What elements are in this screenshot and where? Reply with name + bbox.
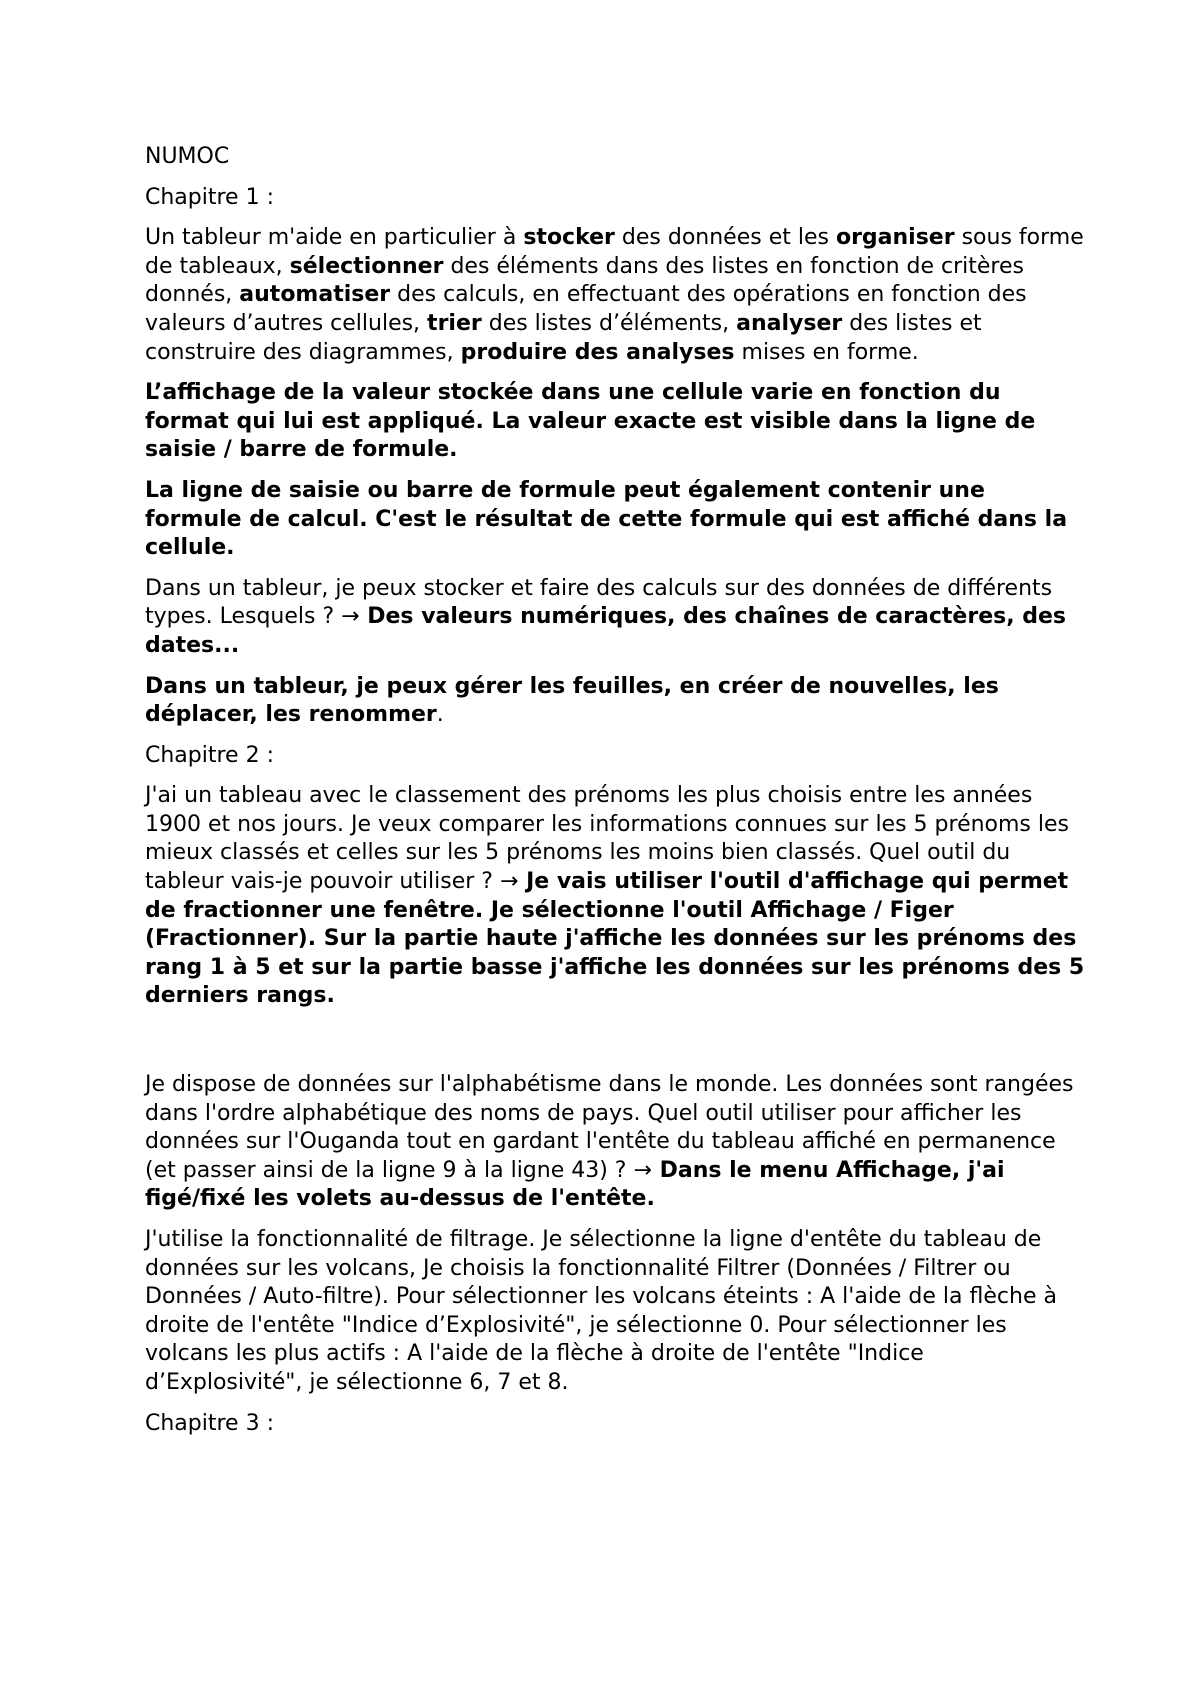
bold-text-segment: organiser xyxy=(835,225,955,251)
text-segment: Chapitre 2 : xyxy=(145,742,274,768)
arrow-icon: → xyxy=(499,869,519,895)
text-segment: Dans un tableur, je peux stocker et faire des calculs sur des données de différents types. Lesquels ? xyxy=(145,575,1060,630)
text-segment: Chapitre 1 : xyxy=(145,184,274,210)
text-segment: sous forme de tableaux, xyxy=(145,225,1091,279)
paragraph xyxy=(145,184,1085,213)
text-segment: mises en forme. xyxy=(734,339,919,365)
text-segment: des données et les xyxy=(614,225,836,251)
paragraph xyxy=(145,224,1091,367)
bold-text-segment: stocker xyxy=(523,225,615,251)
bold-text-segment: Dans le menu Affichage, j'ai figé/fixé les volets au-dessus de l'entête. xyxy=(145,1157,1013,1212)
bold-text-segment: sélectionner xyxy=(289,253,444,279)
paragraph xyxy=(145,1071,1085,1214)
paragraph xyxy=(145,379,1085,465)
bold-text-segment: automatiser xyxy=(239,282,391,308)
document-page xyxy=(145,143,1092,1450)
paragraph xyxy=(145,1410,1085,1439)
text-segment: J'ai un tableau avec le classement des prénoms les plus choisis entre les années 1900 et nos jours. Je veux comparer les informations connues sur les 5 prénoms les mieux classés et celles sur les 5 prénoms les moins bien classés. Quel outil du tableur vais-je pouvoir utiliser ? xyxy=(145,783,1076,895)
paragraph xyxy=(145,477,1085,563)
bold-text-segment: Je vais utiliser l'outil d'affichage qui permet de fractionner une fenêtre. Je sélectionne l'outil Affichage / Figer (Fractionner). Sur la partie haute j'affiche les données sur les prénoms des rang 1 à 5 et sur la partie basse j'affiche les données sur les prénoms des 5 derniers rangs. xyxy=(145,869,1092,1009)
text-segment: des éléments dans des listes en fonction de critères donnés, xyxy=(145,253,1031,308)
text-segment: des listes d’éléments, xyxy=(481,310,737,336)
paragraph xyxy=(145,673,1085,730)
paragraph xyxy=(145,1226,1085,1398)
text-segment: des calculs, en effectuant des opérations en fonction des valeurs d’autres cellules, xyxy=(145,282,1034,336)
paragraph xyxy=(145,575,1085,661)
text-segment: des listes et construire des diagrammes, xyxy=(145,310,989,365)
paragraph xyxy=(145,782,1092,1011)
paragraph xyxy=(145,742,1085,771)
bold-text-segment: produire des analyses xyxy=(460,339,735,365)
text-segment: . xyxy=(436,702,444,728)
bold-text-segment: trier xyxy=(427,310,482,336)
bold-text-segment: L’affichage de la valeur stockée dans une cellule varie en fonction du format qui lui est appliqué. La valeur exacte est visible dans la ligne de saisie / barre de formule. xyxy=(145,380,1043,463)
bold-text-segment: Dans un tableur, je peux gérer les feuilles, en créer de nouvelles, les déplacer, les renommer xyxy=(145,673,1007,728)
text-segment: NUMOC xyxy=(145,144,230,169)
text-segment: Chapitre 3 : xyxy=(145,1410,274,1436)
bold-text-segment: La ligne de saisie ou barre de formule peut également contenir une formule de calcul. C'est le résultat de cette formule qui est affiché dans la cellule. xyxy=(145,477,1075,561)
text-segment: Je dispose de données sur l'alphabétisme dans le monde. Les données sont rangées dans l'ordre alphabétique des noms de pays. Quel outil utiliser pour afficher les données sur l'Ouganda tout en gardant l'entête du tableau affiché en permanence (et passer ainsi de la ligne 9 à la ligne 43) ? xyxy=(145,1072,1081,1183)
text-segment: J'utilise la fonctionnalité de filtrage. Je sélectionne la ligne d'entête du tableau de données sur les volcans, Je choisis la fonctionnalité Filtrer (Données / Filtrer ou Données / Auto-filtre). Pour sélectionner les volcans éteints : A l'aide de la flèche à droite de l'entête "Indice d’Explosivité", je sélectionne 0. Pour sélectionner les volcans les plus actifs : A l'aide de la flèche à droite de l'entête "Indice d’Explosivité", je sélectionne 6, 7 et 8. xyxy=(145,1227,1064,1395)
bold-text-segment: Des valeurs numériques, des chaînes de caractères, des dates... xyxy=(145,604,1074,658)
bold-text-segment: analyser xyxy=(736,310,843,336)
paragraph xyxy=(145,143,1085,172)
text-segment: Un tableur m'aide en particulier à xyxy=(145,225,524,251)
arrow-icon: → xyxy=(341,604,360,630)
arrow-icon: → xyxy=(633,1157,652,1183)
